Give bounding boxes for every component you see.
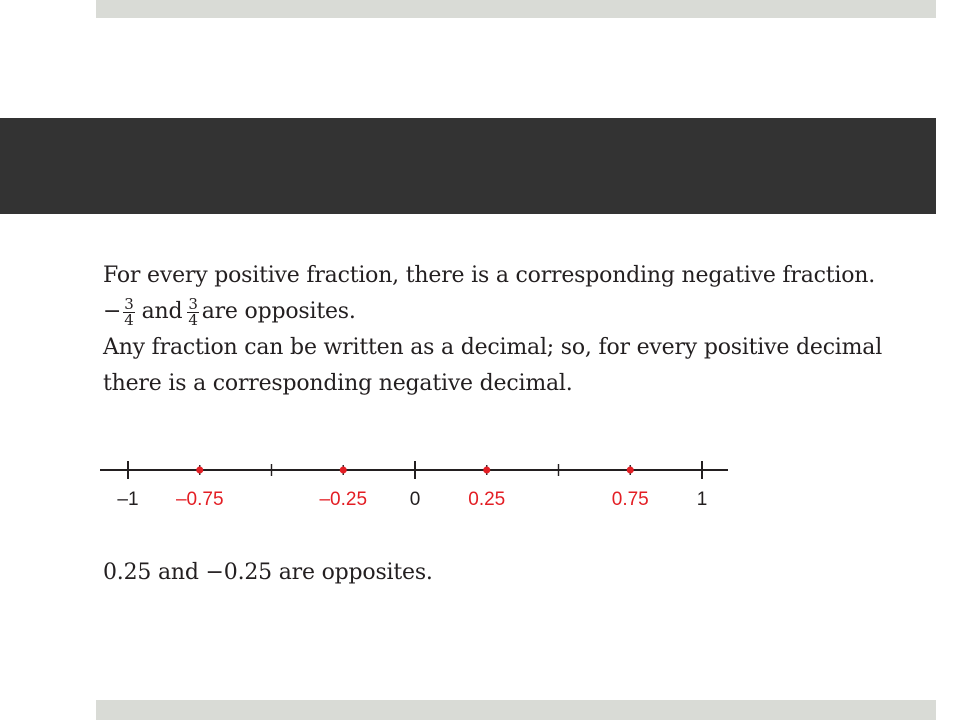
point-marker [340, 467, 347, 474]
fraction-denominator: 4 [188, 310, 198, 329]
text-line-4: there is a corresponding negative decimal. [103, 371, 573, 396]
text-line-1: For every positive fraction, there is a corresponding negative fraction. [103, 263, 876, 288]
opposites-text: are opposites. [201, 299, 356, 324]
tick-label: 0 [409, 489, 421, 510]
point-marker [196, 467, 203, 474]
point-label: –0.75 [175, 489, 224, 510]
closing-statement: 0.25 and −0.25 are opposites. [103, 560, 433, 585]
fraction-numerator: 3 [124, 294, 134, 313]
fraction-three-fourths [187, 294, 198, 329]
point-marker [627, 467, 634, 474]
body-text [103, 258, 883, 402]
fraction-line [103, 290, 883, 334]
number-line [100, 455, 740, 515]
point-label: 0.25 [468, 489, 506, 510]
fraction-numerator: 3 [188, 294, 198, 313]
text-line-3: Any fraction can be written as a decimal; so, for every positive decimal [103, 335, 883, 360]
top-decor-bar [96, 0, 936, 18]
fraction-denominator: 4 [124, 310, 134, 329]
fraction-three-fourths-negative [123, 294, 134, 329]
and-text: and [141, 299, 183, 324]
tick-label: 1 [696, 489, 708, 510]
point-label: –0.25 [319, 489, 368, 510]
point-label: 0.75 [611, 489, 649, 510]
bottom-decor-bar [96, 700, 936, 720]
negative-sign: − [103, 299, 122, 324]
point-marker [483, 467, 490, 474]
title-band [0, 118, 936, 214]
tick-label: –1 [117, 489, 139, 510]
